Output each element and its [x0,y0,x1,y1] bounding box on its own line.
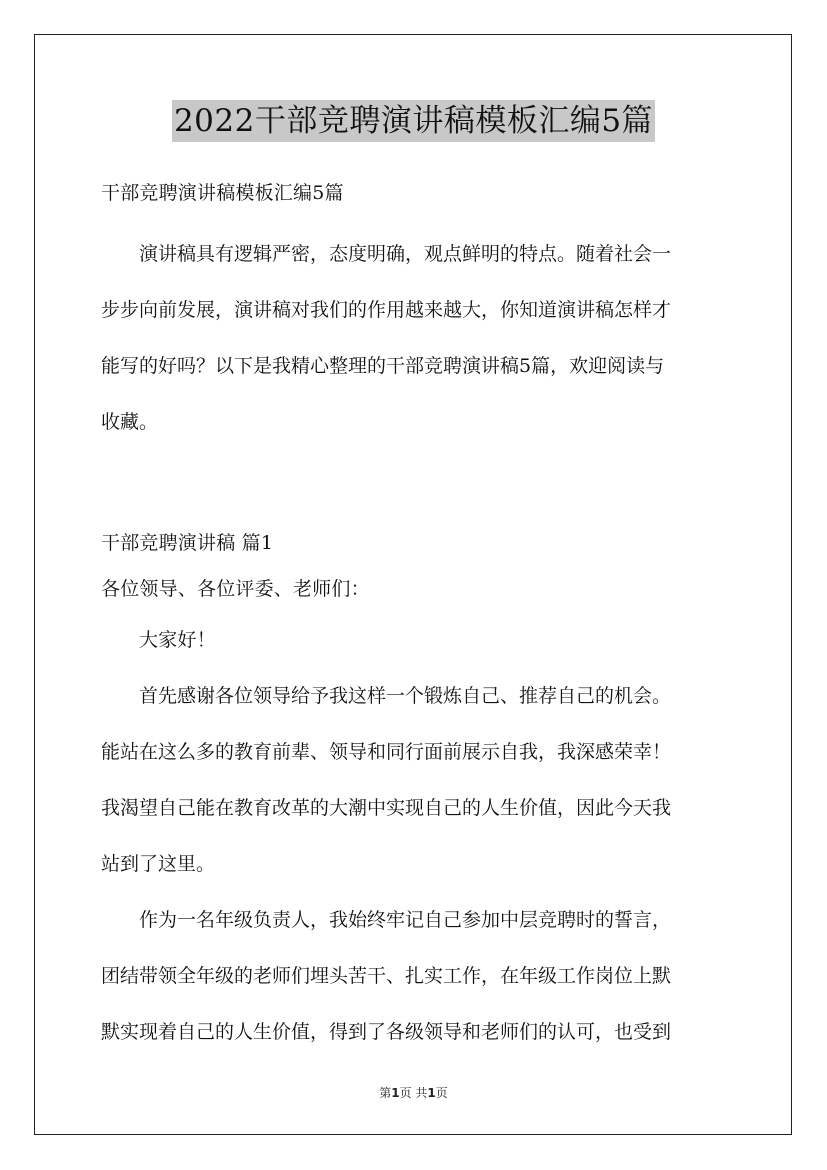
greeting: 大家好！ [139,629,216,651]
document-title: 2022干部竞聘演讲稿模板汇编5篇 [172,100,655,142]
footer-page-number: 1 [391,1086,400,1100]
salutation: 各位领导、各位评委、老师们： [101,578,370,600]
body-paragraph-1 [101,668,729,892]
body-line: 能站在这么多的教育前辈、领导和同行面前展示自我，我深感荣幸！ [101,741,672,763]
body-paragraph-2 [101,892,729,1060]
body-line: 站到了这里。 [101,853,216,875]
body-line: 默实现着自己的人生价值，得到了各级领导和老师们的认可，也受到 [101,1021,672,1043]
footer-suffix: 页 [435,1086,448,1100]
body-line: 作为一名年级负责人，我始终牢记自己参加中层竞聘时的誓言， [139,909,672,931]
document-subtitle: 干部竞聘演讲稿模板汇编5篇 [101,182,344,204]
body-line: 我渴望自己能在教育改革的大潮中实现自己的人生价值，因此今天我 [101,797,672,819]
title-container [0,100,827,142]
footer-total-pages: 1 [427,1086,436,1100]
section-heading: 干部竞聘演讲稿 篇1 [101,532,274,554]
intro-line: 步步向前发展，演讲稿对我们的作用越来越大，你知道演讲稿怎样才 [101,299,672,321]
body-line: 团结带领全年级的老师们埋头苦干、扎实工作，在年级工作岗位上默 [101,965,672,987]
footer-prefix: 第 [379,1086,392,1100]
intro-line: 演讲稿具有逻辑严密，态度明确，观点鲜明的特点。随着社会一 [139,243,672,265]
footer-mid: 页 共 [399,1086,428,1100]
page-footer [0,1084,827,1101]
body-line: 首先感谢各位领导给予我这样一个锻炼自己、推荐自己的机会。 [139,685,672,707]
intro-paragraph [101,226,729,450]
intro-line: 收藏。 [101,411,159,433]
section-gap [101,450,729,520]
document-body [101,170,729,1060]
intro-line: 能写的好吗？以下是我精心整理的干部竞聘演讲稿5篇，欢迎阅读与 [101,355,665,377]
